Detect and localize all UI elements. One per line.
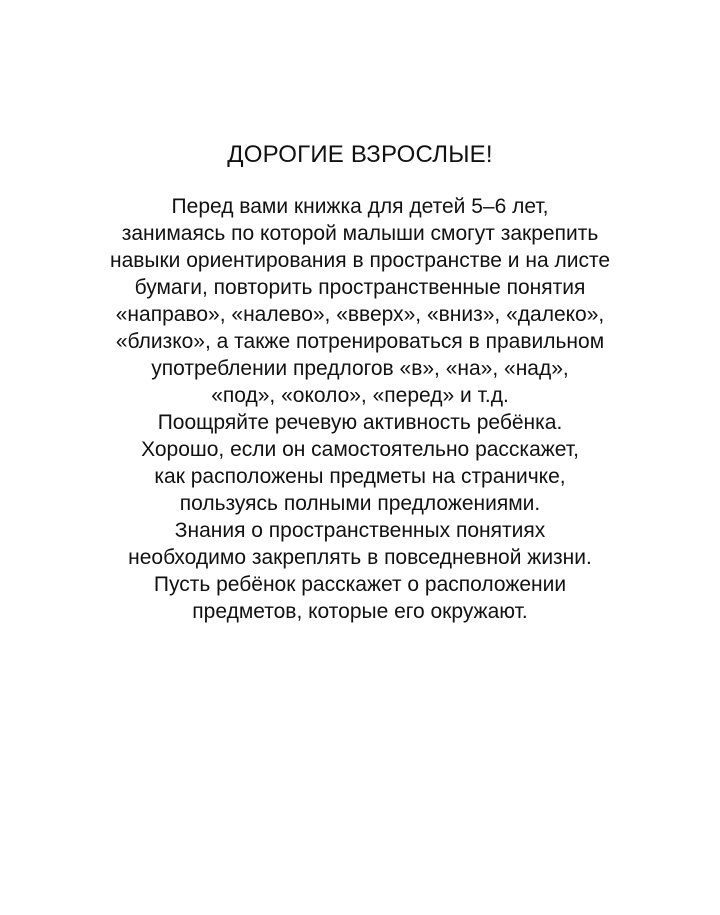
text-line: пользуясь полными предложениями. [179,492,541,515]
text-line: необходимо закреплять в повседневной жизни. [128,546,592,569]
text-line: «направо», «налево», «вверх», «вниз», «далеко», [115,303,605,326]
body-text [0,193,720,625]
page-heading: ДОРОГИЕ ВЗРОСЛЫЕ! [227,141,493,168]
text-line: предметов, которые его окружают. [192,600,528,623]
text-line: Пусть ребёнок расскажет о расположении [153,573,567,596]
text-line: Хорошо, если он самостоятельно расскажет, [141,438,579,461]
text-line: как расположены предметы на страничке, [154,465,566,488]
text-line: «близко», а также потренироваться в правильном [115,330,605,353]
text-line: бумаги, повторить пространственные понятия [134,276,586,299]
text-line: занимаясь по которой малыши смогут закрепить [121,222,599,245]
text-line: употреблении предлогов «в», «на», «над», [151,357,569,380]
text-line: Знания о пространственных понятиях [174,519,546,542]
text-line: Перед вами книжка для детей 5–6 лет, [171,195,549,218]
text-line: Поощряйте речевую активность ребёнка. [157,411,563,434]
text-line: навыки ориентирования в пространстве и на листе [109,249,611,272]
text-line: «под», «около», «перед» и т.д. [211,384,509,407]
